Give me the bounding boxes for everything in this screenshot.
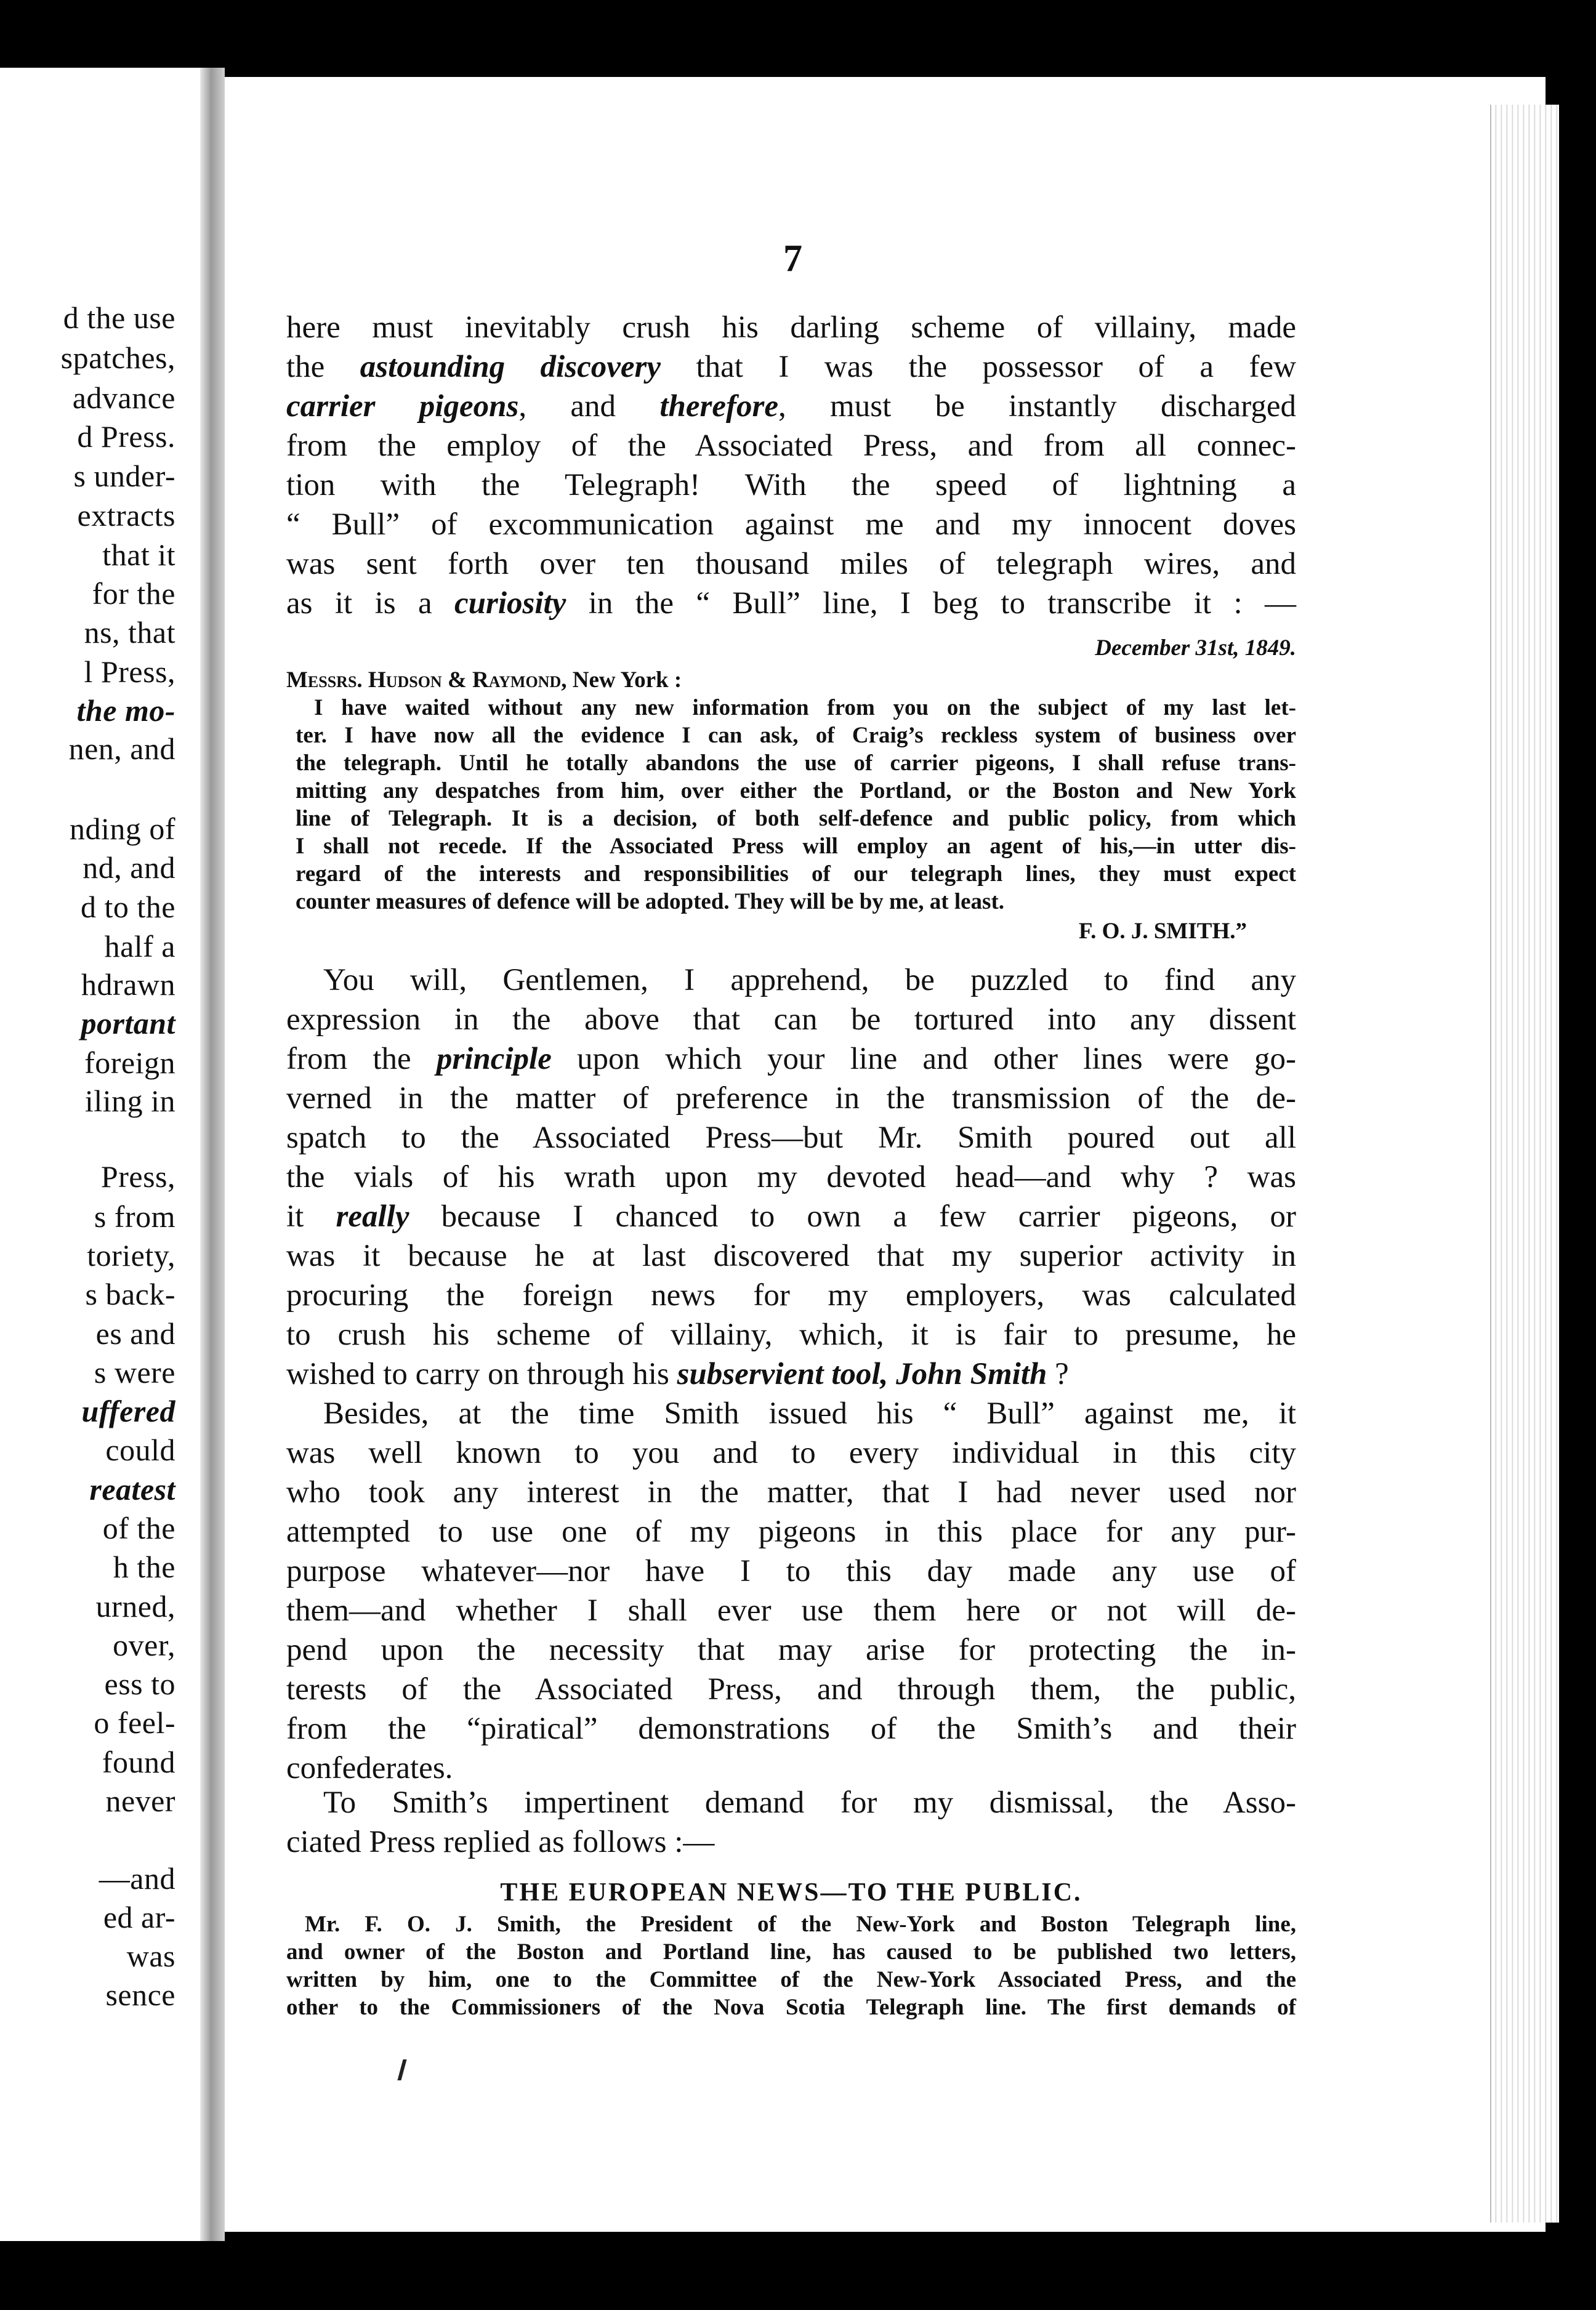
previous-page-line: nen, and xyxy=(68,731,175,766)
text-line: mitting any despatches from him, over either the Portland, or the Boston and New York xyxy=(296,778,1296,803)
text-line: written by him, one to the Committee of the New-York Associated Press, and the xyxy=(286,1967,1296,1992)
emphasis: astounding discovery xyxy=(360,350,661,384)
text-line: wished to carry on through his subservient tool, John Smith ? xyxy=(286,1357,1069,1391)
previous-page-line: reatest xyxy=(89,1472,175,1507)
text-line: confederates. xyxy=(286,1751,453,1785)
previous-page-line: toriety, xyxy=(87,1238,175,1273)
text-line: ter. I have now all the evidence I can ask, of Craig’s reckless system of business over xyxy=(296,723,1296,748)
previous-page-line: —and xyxy=(99,1861,175,1896)
previous-page-line: nd, and xyxy=(83,850,175,885)
previous-page-line: l Press, xyxy=(84,654,175,689)
text-line: “ Bull” of excommunication against me and my innocent doves xyxy=(286,507,1296,542)
previous-page-line: ns, that xyxy=(84,615,175,650)
text-line: line of Telegraph. It is a decision, of both self-defence and public policy, from which xyxy=(296,806,1296,831)
text-line: regard of the interests and responsibilities of our telegraph lines, they must expect xyxy=(296,861,1296,887)
text-line: from the principle upon which your line and other lines were go- xyxy=(286,1042,1296,1076)
previous-page-line: o feel- xyxy=(94,1705,175,1740)
text-line: was it because he at last discovered that my superior activity in xyxy=(286,1239,1296,1273)
text-line: as it is a curiosity in the “ Bull” line, I beg to transcribe it : — xyxy=(286,586,1297,621)
text-line: I have waited without any new information from you on the subject of my last let- xyxy=(314,695,1296,720)
text-line: tion with the Telegraph! With the speed of lightning a xyxy=(286,468,1296,502)
previous-page-line: portant xyxy=(81,1006,175,1040)
text-line: spatch to the Associated Press—but Mr. Smith poured out all xyxy=(286,1121,1296,1155)
text-line: Besides, at the time Smith issued his “ Bull” against me, it xyxy=(323,1396,1296,1431)
text-line: and owner of the Boston and Portland line, has caused to be published two letters, xyxy=(286,1939,1296,1965)
previous-page-line: ess to xyxy=(104,1667,175,1701)
previous-page-line: sence xyxy=(105,1978,175,2012)
text-line: verned in the matter of preference in the transmission of the de- xyxy=(286,1081,1296,1116)
text-line: who took any interest in the matter, that I had never used nor xyxy=(286,1475,1296,1510)
text-line: pend upon the necessity that may arise for protecting the in- xyxy=(286,1633,1296,1667)
previous-page-line: found xyxy=(102,1745,175,1779)
page-edges xyxy=(1490,105,1559,2223)
text-line: counter measures of defence will be adopted. They will be by me, at least. xyxy=(296,889,1005,914)
previous-page-line: for the xyxy=(92,576,175,611)
text-line: ciated Press replied as follows :— xyxy=(286,1825,715,1859)
text-line: other to the Commissioners of the Nova Scotia Telegraph line. The first demands of xyxy=(286,1995,1296,2020)
previous-page-line: half a xyxy=(104,929,175,964)
notice-heading: THE EUROPEAN NEWS—TO THE PUBLIC. xyxy=(500,1878,1082,1907)
previous-page-line: that it xyxy=(102,537,175,572)
emphasis: therefore xyxy=(659,389,778,424)
previous-page-line: the mo- xyxy=(76,693,175,728)
text-line: from the employ of the Associated Press, and from all connec- xyxy=(286,429,1296,463)
previous-page-line: Press, xyxy=(100,1159,175,1194)
previous-page-line: hdrawn xyxy=(81,967,175,1002)
book-gutter xyxy=(200,68,225,2241)
letter-body xyxy=(296,694,1296,916)
text-line: from the “piratical” demonstrations of the Smith’s and their xyxy=(286,1712,1296,1746)
page-number: 7 xyxy=(783,238,802,280)
text-line: Mr. F. O. J. Smith, the President of the New-York and Boston Telegraph line, xyxy=(305,1912,1296,1937)
text-line: them—and whether I shall ever use them here or not will de- xyxy=(286,1593,1296,1628)
previous-page-line: urned, xyxy=(95,1589,175,1624)
previous-page-line: d the use xyxy=(63,300,175,335)
text-line: it really because I chanced to own a few carrier pigeons, or xyxy=(286,1199,1296,1234)
paragraph-2 xyxy=(286,960,1296,1394)
previous-page-line: iling in xyxy=(84,1084,175,1118)
text-line: procuring the foreign news for my employers, was calculated xyxy=(286,1278,1296,1313)
text-line: the astounding discovery that I was the possessor of a few xyxy=(286,350,1296,384)
previous-page-line: d to the xyxy=(81,890,175,924)
emphasis: curiosity xyxy=(454,586,566,621)
text-line: terests of the Associated Press, and through them, the public, xyxy=(286,1672,1296,1707)
previous-page-line: advance xyxy=(72,380,175,415)
text-line: I shall not recede. If the Associated Press will employ an agent of his,—in utter dis- xyxy=(296,834,1296,859)
previous-page-line: of the xyxy=(102,1511,175,1545)
previous-page-line: over, xyxy=(113,1628,175,1662)
previous-page-line: h the xyxy=(113,1550,175,1584)
text-line: purpose whatever—nor have I to this day made any use of xyxy=(286,1554,1296,1588)
previous-page-line: ed ar- xyxy=(103,1900,175,1934)
previous-page-line: never xyxy=(105,1784,175,1818)
emphasis: really xyxy=(336,1199,409,1234)
text-line: was sent forth over ten thousand miles of telegraph wires, and xyxy=(286,547,1296,581)
letter-salutation xyxy=(286,666,1296,694)
text-line: You will, Gentlemen, I apprehend, be puzzled to find any xyxy=(323,963,1296,997)
previous-page-line: s were xyxy=(94,1355,175,1390)
previous-page-line: s from xyxy=(94,1199,175,1234)
paragraph-1 xyxy=(286,308,1296,623)
previous-page-line: was xyxy=(126,1939,175,1973)
text-line: attempted to use one of my pigeons in this place for any pur- xyxy=(286,1515,1296,1549)
letter-signature: F. O. J. SMITH.” xyxy=(1078,919,1247,944)
previous-page-line: es and xyxy=(95,1316,175,1351)
letter-addressee: Messrs. Hudson & Raymond, xyxy=(286,667,567,693)
previous-page-line: foreign xyxy=(84,1045,175,1080)
previous-page-line: uffered xyxy=(81,1394,175,1428)
text-line: the telegraph. Until he totally abandons the use of carrier pigeons, I shall refuse trans- xyxy=(296,751,1296,776)
emphasis: carrier pigeons xyxy=(286,389,519,424)
text-line: was well known to you and to every individual in this city xyxy=(286,1436,1296,1470)
previous-page xyxy=(0,68,200,2241)
text-line: expression in the above that can be tortured into any dissent xyxy=(286,1002,1296,1037)
previous-page-line: s back- xyxy=(85,1277,175,1311)
previous-page-line: d Press. xyxy=(77,419,175,454)
previous-page-line: extracts xyxy=(77,498,175,533)
letter-date: December 31st, 1849. xyxy=(1095,635,1296,661)
previous-page-line: s under- xyxy=(73,459,175,493)
letter-place: New York : xyxy=(572,667,682,693)
text-line: To Smith’s impertinent demand for my dismissal, the Asso- xyxy=(323,1785,1296,1820)
text-line: to crush his scheme of villainy, which, it is fair to presume, he xyxy=(286,1318,1296,1352)
text-line: here must inevitably crush his darling scheme of villainy, made xyxy=(286,310,1296,345)
paragraph-3 xyxy=(286,1394,1296,1788)
notice-body xyxy=(286,1910,1296,2021)
text-line: the vials of his wrath upon my devoted head—and why ? was xyxy=(286,1160,1296,1194)
previous-page-line: nding of xyxy=(69,811,175,846)
paragraph-4 xyxy=(286,1783,1296,1862)
previous-page-line: spatches, xyxy=(60,340,175,375)
emphasis: subservient tool, John Smith xyxy=(677,1357,1047,1391)
previous-page-line: could xyxy=(105,1433,175,1467)
text-line: carrier pigeons, and therefore, must be instantly discharged xyxy=(286,389,1296,424)
emphasis: principle xyxy=(436,1042,552,1076)
